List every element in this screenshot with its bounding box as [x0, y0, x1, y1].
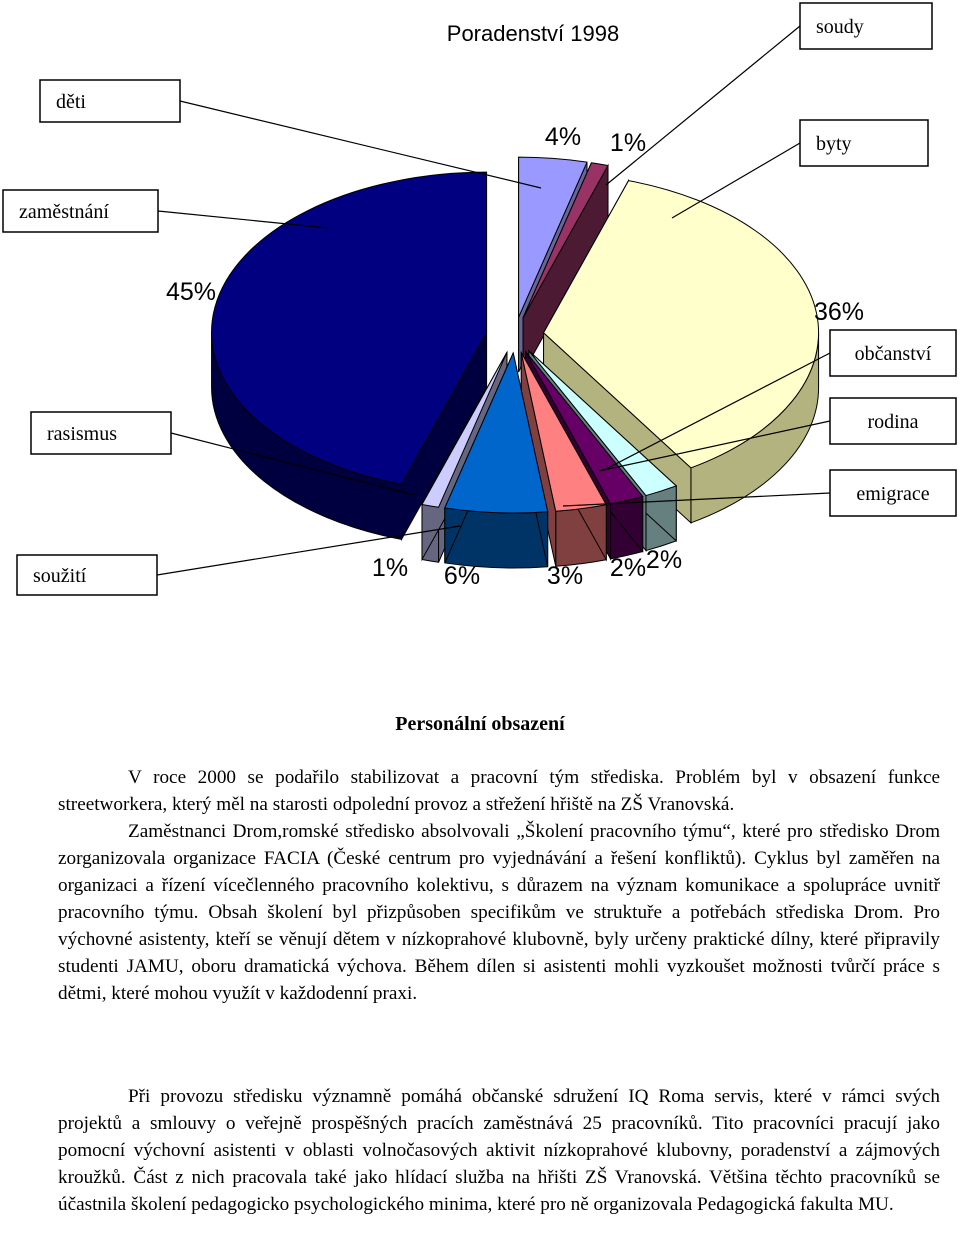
percent-label-8: 1% — [371, 554, 409, 582]
percent-label-3: 36% — [813, 298, 865, 326]
leader-line-7 — [157, 526, 460, 575]
slice-label-3: byty — [816, 133, 852, 155]
slice-label-box-2 — [800, 3, 932, 49]
percent-label-2: 1% — [609, 129, 647, 157]
slice-label-box-9 — [3, 190, 158, 232]
chart-title: Poradenství 1998 — [446, 21, 620, 46]
slice-label-2: soudy — [816, 16, 864, 38]
slice-label-box-6 — [830, 470, 956, 516]
pie-slices — [212, 157, 819, 568]
section-heading: Personální obsazení — [395, 713, 565, 735]
slice-label-box-3 — [800, 120, 928, 166]
leader-line-2 — [606, 26, 800, 185]
percent-label-9: 45% — [165, 278, 217, 306]
paragraph-2: Při provozu středisku významně pomáhá občanské sdružení IQ Roma servis, které v rámci svých projektů a smlouvy o veřejně prospěšných pracích zaměstnává 25 pracovníků. Tito pracovníci pracují jako pomocní výchovní asistenti v oblasti volnočasových aktivit nízkoprahové klubovny, poradenství a zájmových kroužků. Část z nich pracovala také jako hlídací služba na hřišti ZŠ Vranovská. Většina těchto pracovníků se účastnila školení pedagogicko psychologického minima, které pro ně organizovala Pedagogická fakulta MU. — [58, 1086, 940, 1215]
slice-label-8: rasismus — [47, 423, 117, 445]
paragraph-1: V roce 2000 se podařilo stabilizovat a pracovní tým střediska. Problém byl v obsazení funkce streetworkera, který měl na starosti odpolední provoz a střežení hřiště na ZŠ Vranovská. — [58, 767, 940, 815]
slice-label-box-4 — [830, 330, 956, 376]
slice-label-box-8 — [31, 412, 171, 454]
paragraph-staffing — [58, 764, 940, 1007]
slice-label-5: rodina — [867, 411, 919, 433]
percent-label-1: 4% — [544, 123, 582, 151]
slice-label-box-7 — [17, 555, 157, 595]
paragraph-1b: Zaměstnanci Drom,romské středisko absolvovali „Školení pracovního týmu“, které pro středisko Drom zorganizovala organizace FACIA (České centrum pro vyjednávání a řešení konfliktů). Cyklus byl zaměřen na organizaci a řízení vícečlenného pracovního kolektivu, s důrazem na význam komunikace a spolupráce uvnitř pracovního týmu. Obsah školení byl přizpůsoben specifikům ve struktuře a potřebách střediska Drom. Pro výchovné asistenty, kteří se věnují dětem v nízkoprahové klubovně, byly určeny praktické dílny, které připravily studenti JAMU, oboru dramatická výchova. Během dílen si asistenti mohli vyzkoušet možnosti tvůrčí práce s dětmi, které mohou využít v každodenní praxi. — [58, 821, 940, 1004]
leader-line-3 — [672, 143, 800, 218]
percent-label-6: 3% — [546, 562, 584, 590]
slice-label-1: děti — [56, 91, 86, 113]
slice-label-7: soužití — [33, 565, 87, 587]
percent-label-5: 2% — [609, 554, 647, 582]
leader-line-1 — [180, 101, 541, 188]
percent-label-7: 6% — [443, 562, 481, 590]
slice-label-9: zaměstnání — [19, 201, 109, 223]
percent-label-4: 2% — [645, 546, 683, 574]
paragraph-iq-roma — [58, 1083, 940, 1218]
slice-label-4: občanství — [854, 343, 932, 365]
slice-label-box-5 — [830, 398, 956, 444]
slice-label-6: emigrace — [856, 483, 930, 505]
slice-label-box-1 — [40, 80, 180, 122]
